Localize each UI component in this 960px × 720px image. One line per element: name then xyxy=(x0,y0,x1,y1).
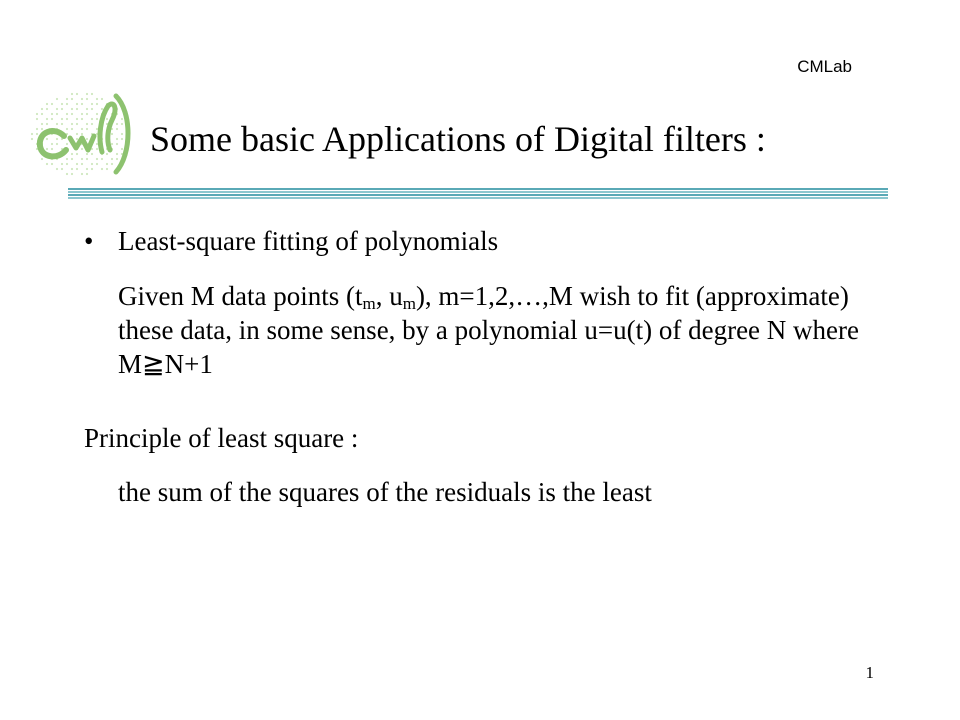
description-paragraph xyxy=(118,279,878,381)
subscript-m: m xyxy=(402,294,416,313)
rule-line xyxy=(68,194,888,196)
rule-line xyxy=(68,191,888,193)
org-label: CMLab xyxy=(797,57,852,76)
para-text-3: ), m=1,2,…,M wish to fit (approximate) these data, in some sense, by a polynomial u=u(t) of degree N where M≧N+1 xyxy=(118,281,859,379)
principle-statement: the sum of the squares of the residuals is the least xyxy=(118,477,652,507)
principle-heading: Principle of least square : xyxy=(84,423,359,453)
bullet-text: Least-square fitting of polynomials xyxy=(118,226,499,256)
title-rule xyxy=(68,188,888,200)
bullet-item xyxy=(84,224,498,258)
rule-line xyxy=(68,188,888,190)
slide-title: Some basic Applications of Digital filters : xyxy=(150,119,766,159)
page-number: 1 xyxy=(865,663,874,682)
cml-logo xyxy=(28,88,138,180)
para-text-2: , u xyxy=(375,281,403,311)
para-text-1: Given M data points (t xyxy=(118,281,363,311)
rule-line xyxy=(68,197,888,199)
bullet-dot: • xyxy=(84,226,94,256)
subscript-m: m xyxy=(362,294,376,313)
